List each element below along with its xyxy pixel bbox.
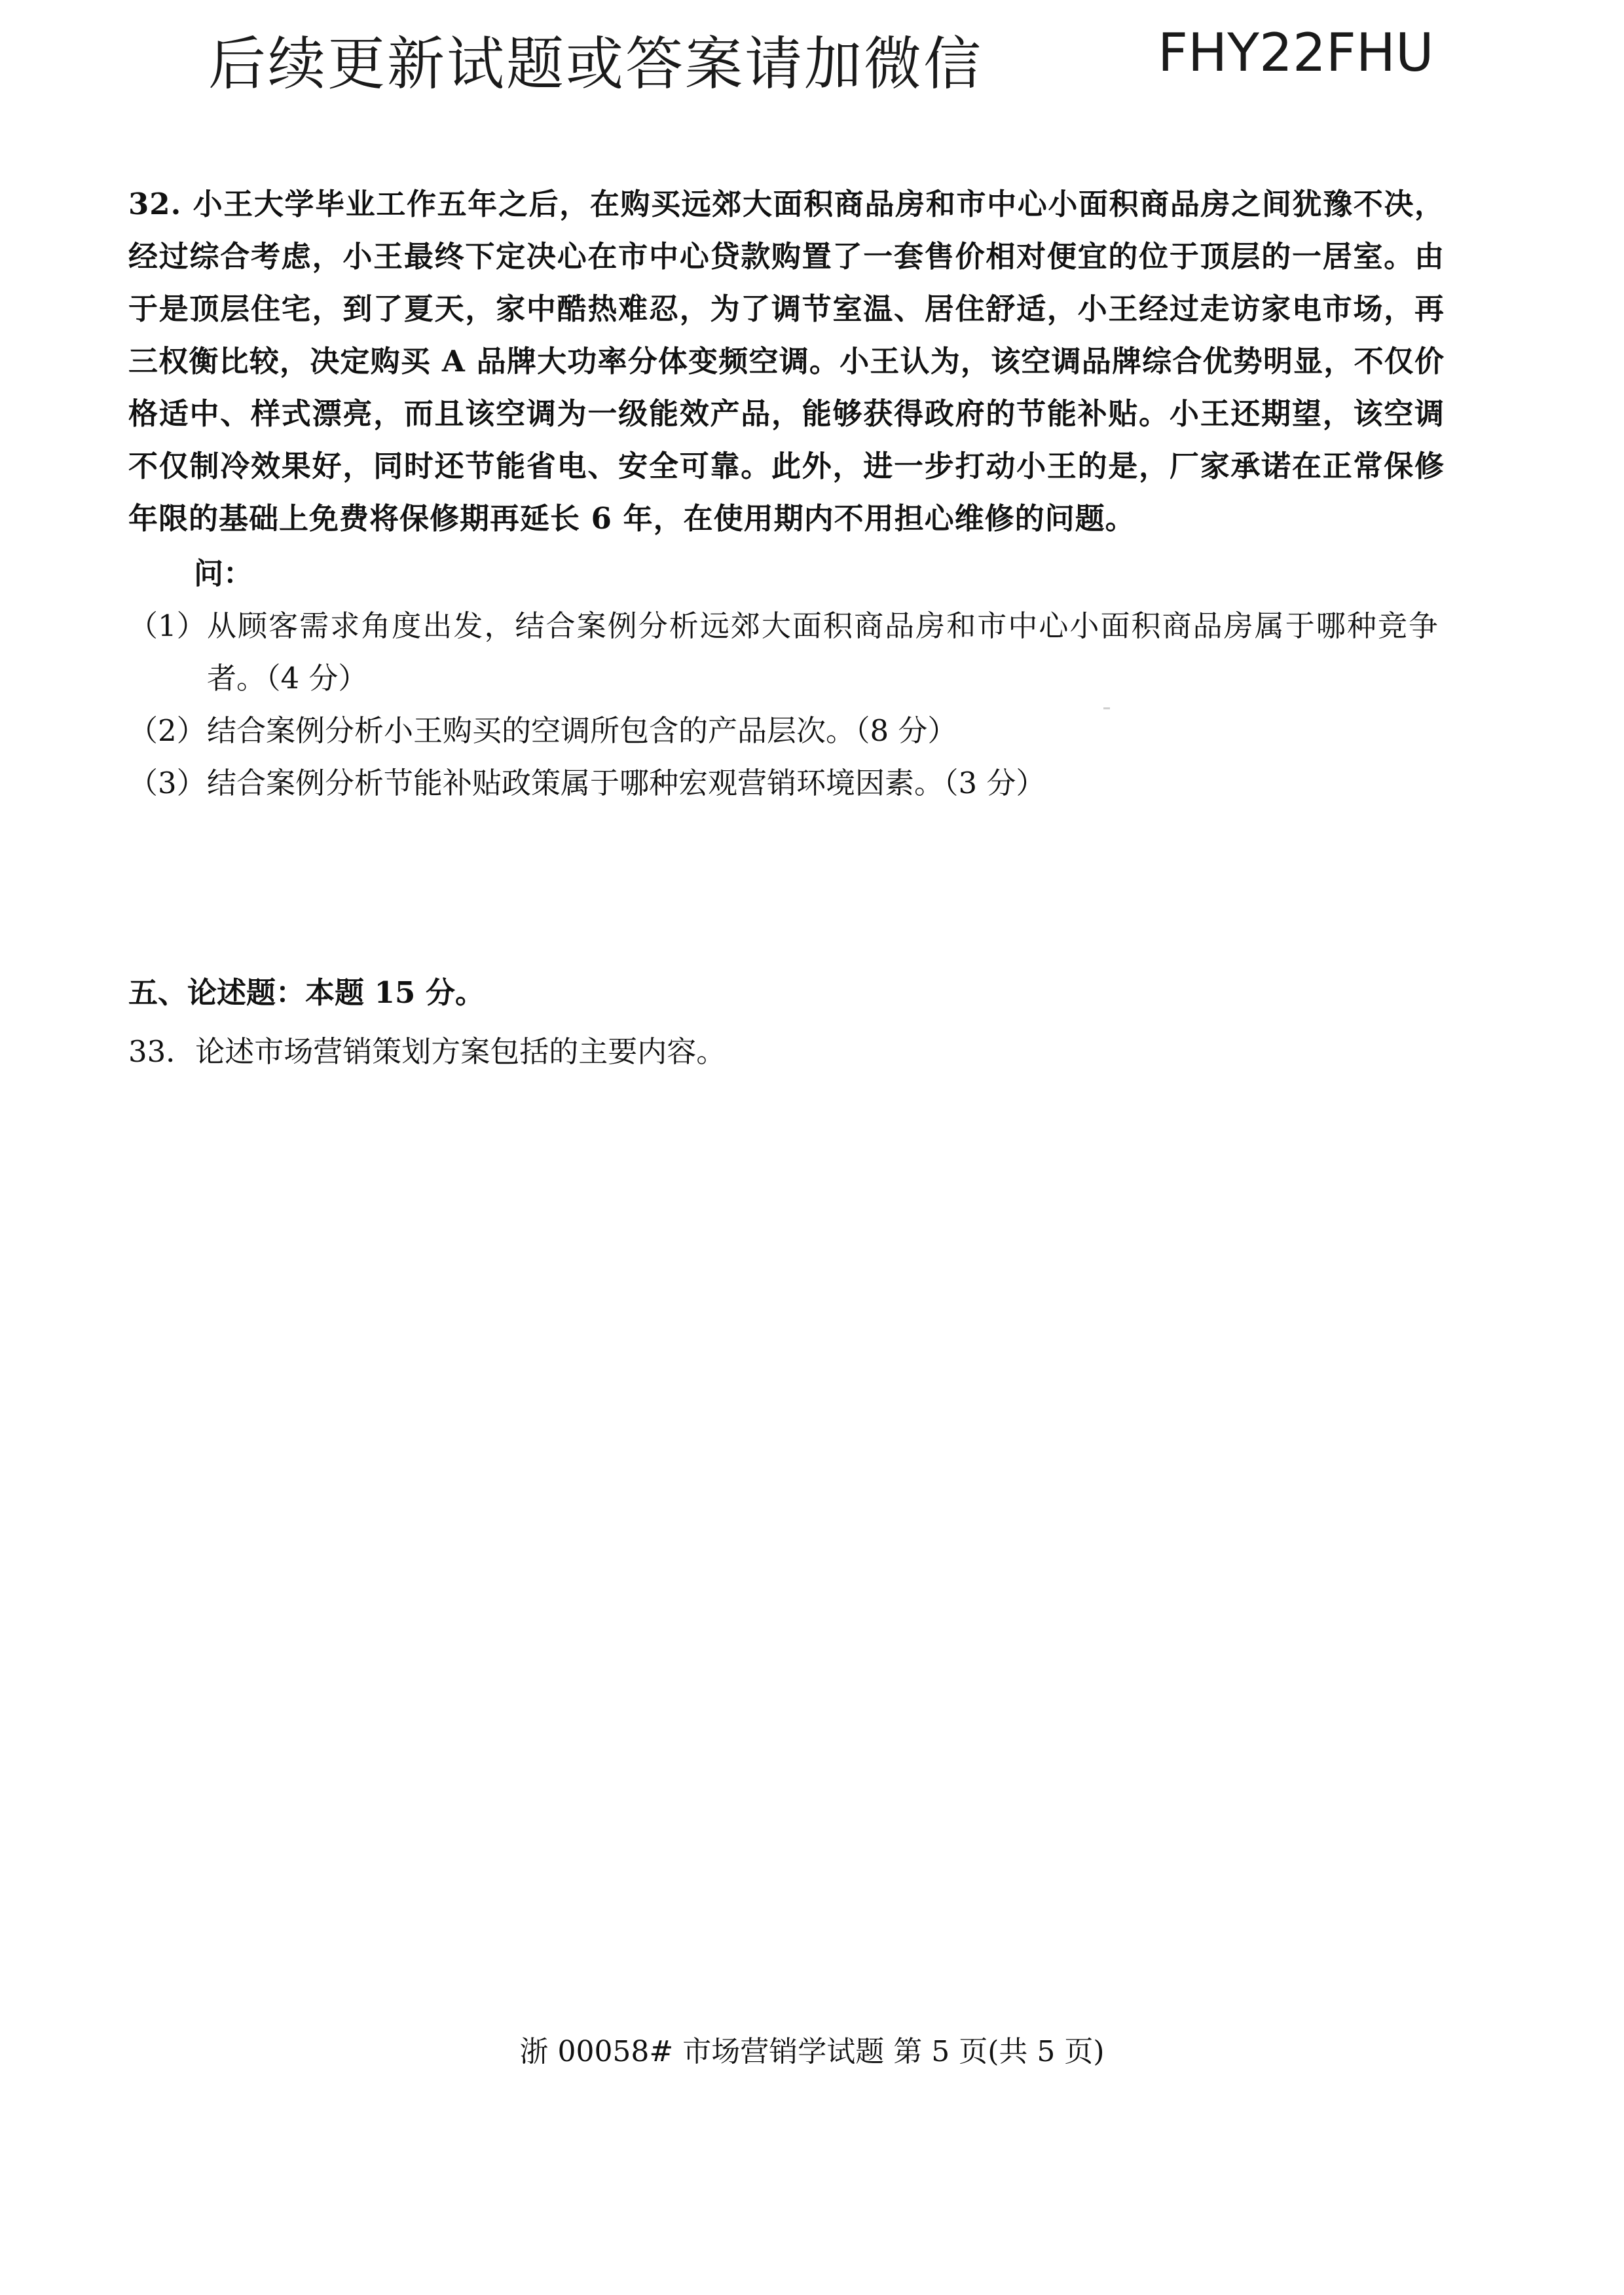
watermark-text: 后续更新试题或答案请加微信 bbox=[208, 30, 984, 98]
sub-question-number: （1） bbox=[128, 608, 206, 643]
sub-question-1 bbox=[128, 600, 1445, 705]
sub-question-text: 从顾客需求角度出发，结合案例分析远郊大面积商品房和市中心小面积商品房属于哪种竞争者。（4 分） bbox=[207, 608, 1438, 696]
page-footer: 浙 00058# 市场营销学试题 第 5 页(共 5 页) bbox=[519, 2035, 1105, 2068]
question-32-stem: 32. 小王大学毕业工作五年之后，在购买远郊大面积商品房和市中心小面积商品房之间犹豫不决，经过综合考虑，小王最终下定决心在市中心贷款购置了一套售价相对便宜的位于顶层的一居室。由于是顶层住宅，到了夏天，家中酷热难忍，为了调节室温、居住舒适，小王经过走访家电市场，再三权衡比较，决定购买 A 品牌大功率分体变频空调。小王认为，该空调品牌综合优势明显，不仅价格适中、样式漂亮，而且该空调为一级能效产品，能够获得政府的节能补贴。小王还期望，该空调不仅制冷效果好，同时还节能省电、安全可靠。此外，进一步打动小王的是，厂家承诺在正常保修年限的基础上免费将保修期再延长 6 年，在使用期内不用担心维修的问题。 bbox=[128, 187, 1445, 536]
sub-question-list bbox=[128, 600, 1445, 810]
sub-question-text: 结合案例分析小王购买的空调所包含的产品层次。（8 分） bbox=[207, 713, 957, 748]
sub-question-2 bbox=[128, 705, 1445, 757]
sub-question-number: （2） bbox=[128, 713, 206, 748]
question-32 bbox=[128, 178, 1445, 810]
watermark-header bbox=[0, 12, 1624, 103]
scan-mark bbox=[1103, 707, 1110, 709]
sub-question-text: 结合案例分析节能补贴政策属于哪种宏观营销环境因素。（3 分） bbox=[207, 766, 1046, 800]
sub-question-number: （3） bbox=[128, 766, 206, 800]
question-33: 33．论述市场营销策划方案包括的主要内容。 bbox=[128, 1034, 726, 1069]
sub-question-3 bbox=[128, 757, 1445, 810]
section-5-title: 五、论述题：本题 15 分。 bbox=[128, 975, 485, 1010]
watermark-wechat-id: FHY22FHU bbox=[1158, 22, 1434, 83]
ask-label: 问： bbox=[194, 556, 253, 591]
